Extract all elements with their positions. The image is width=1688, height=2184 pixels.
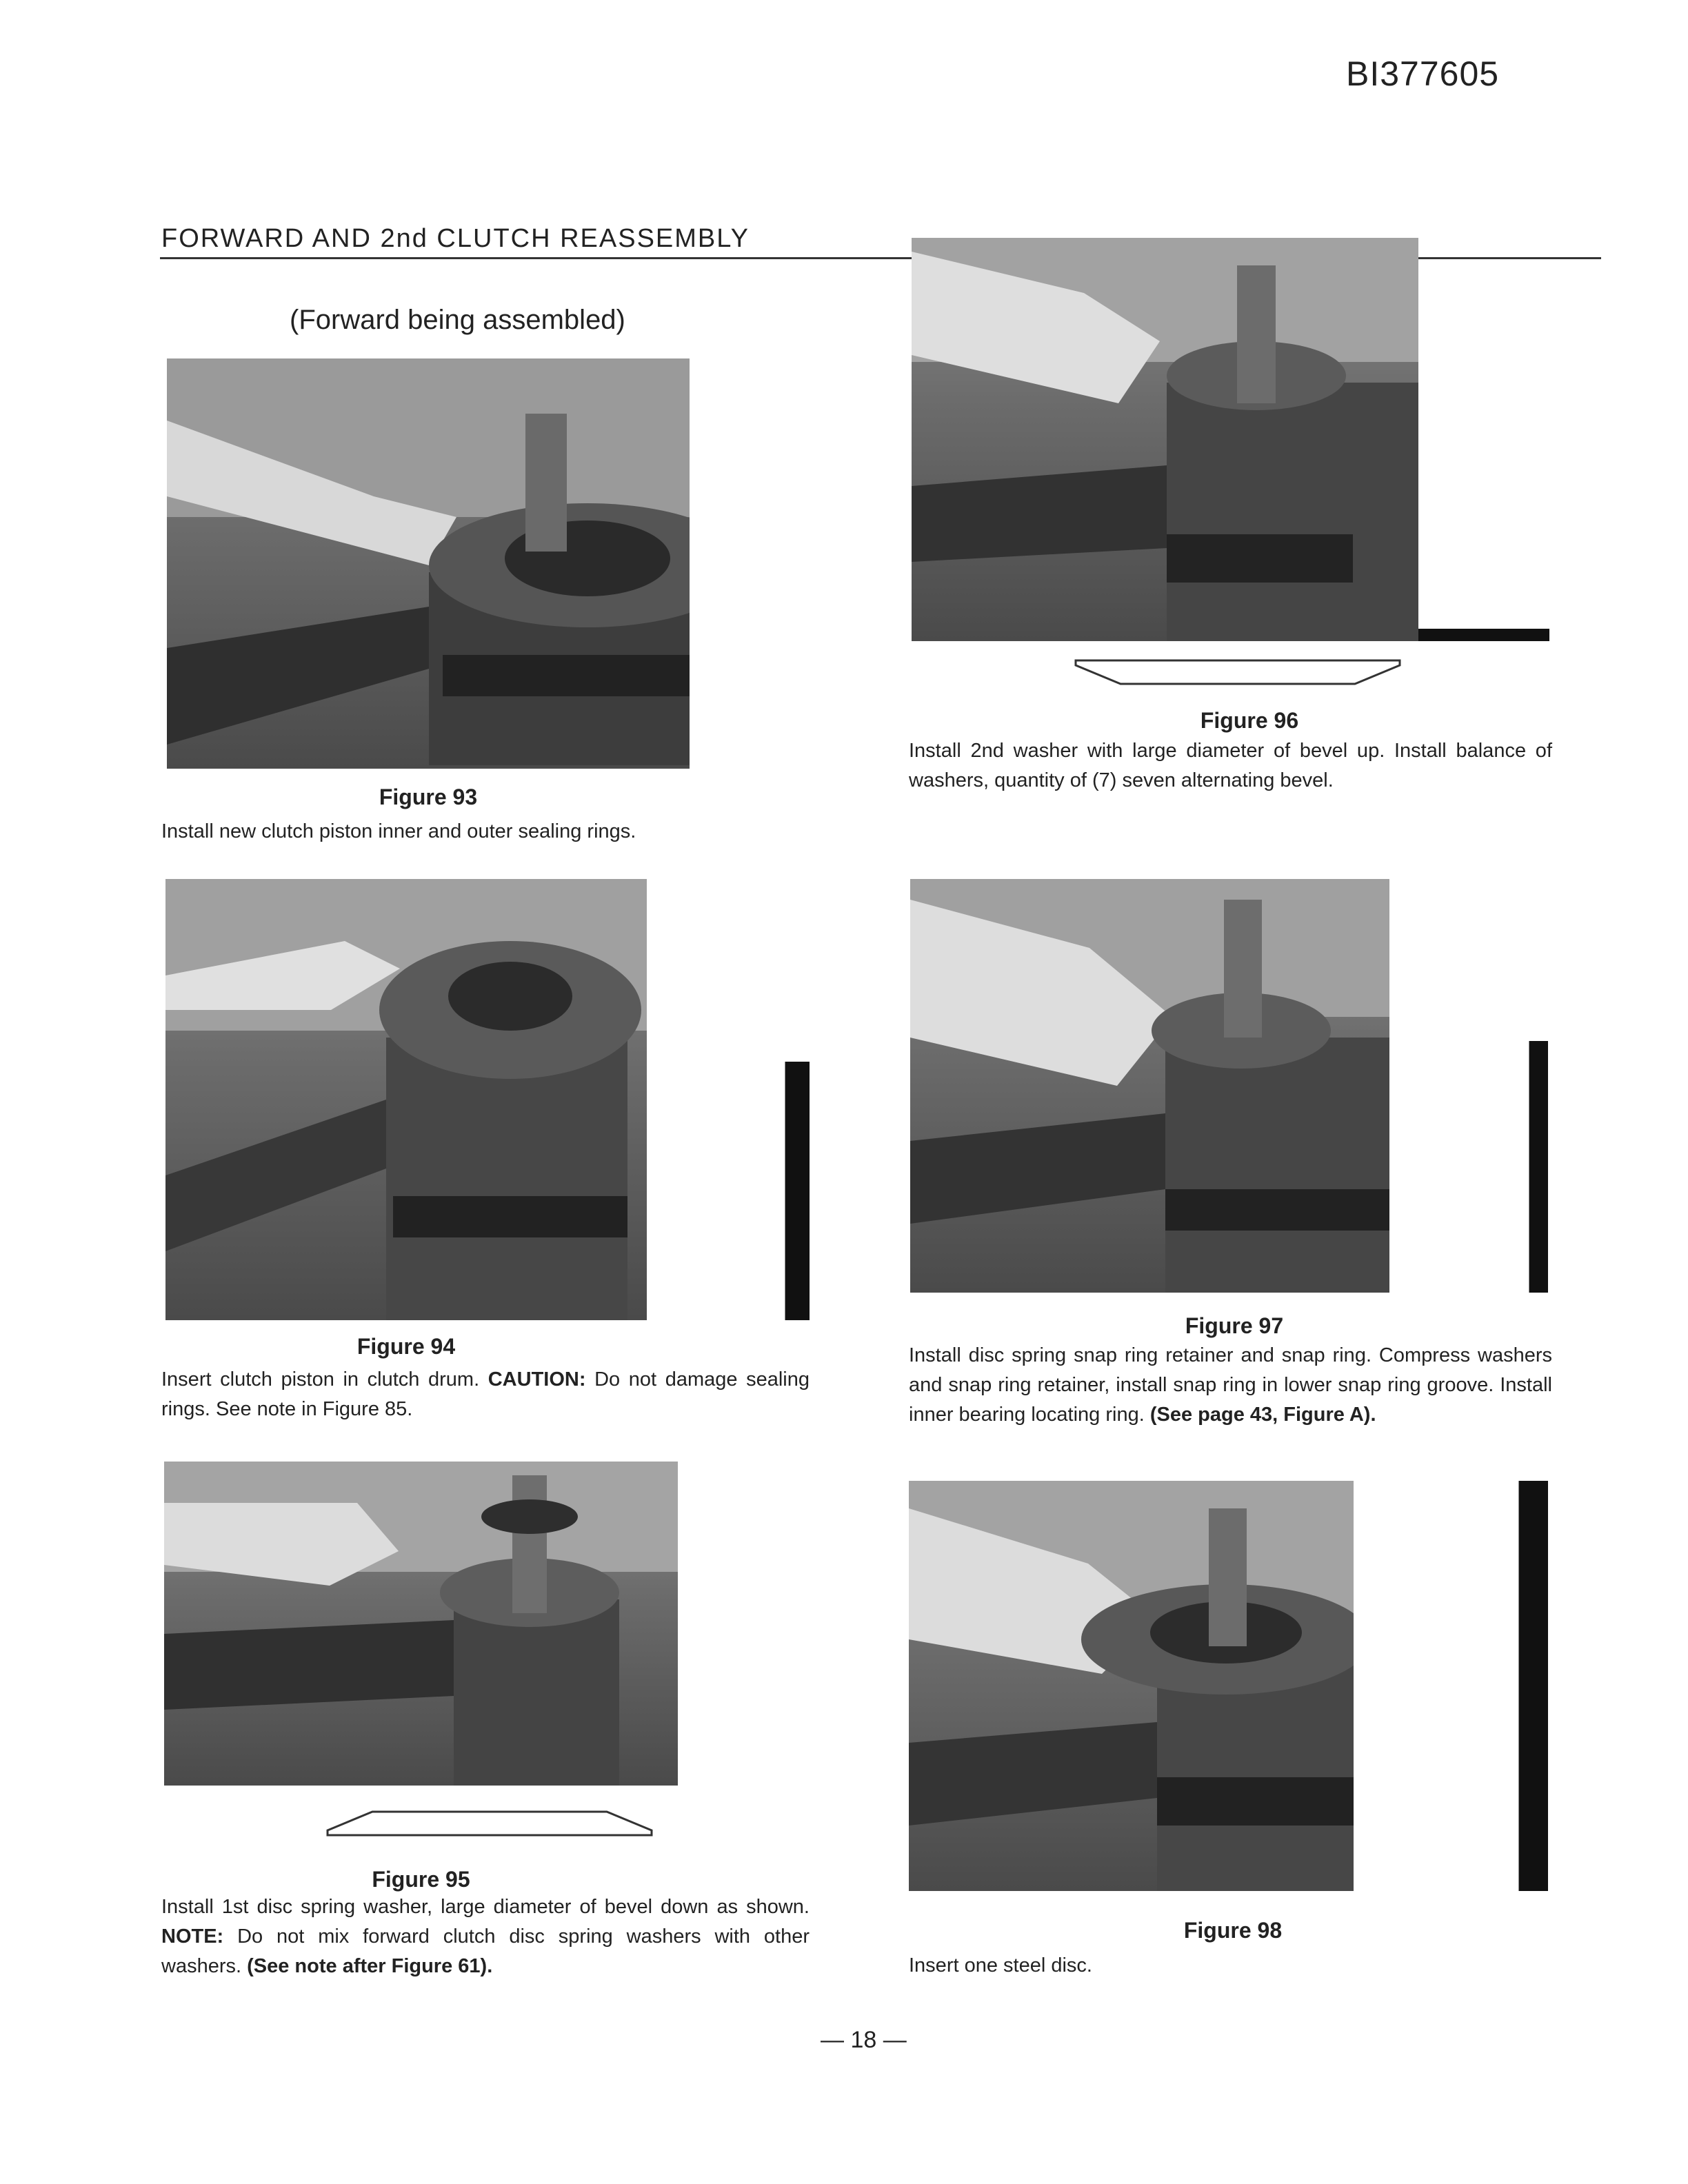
- figure-94-caption: Insert clutch piston in clutch drum. CAUTION: Do not damage sealing rings. See note in Figure 85.: [161, 1368, 810, 1420]
- figure-97-edge-bar: [1389, 1041, 1548, 1293]
- figure-94-label: Figure 94: [356, 1334, 456, 1359]
- disc-spring-washer-illustration: [164, 1462, 678, 1786]
- clutch-drum-illustration: [167, 358, 690, 769]
- figure-93-caption: Install new clutch piston inner and outer sealing rings.: [161, 820, 636, 842]
- second-washer-illustration: [912, 238, 1418, 641]
- page-number: — 18 —: [821, 2027, 907, 2053]
- clutch-piston-illustration: [165, 879, 647, 1320]
- section-title: FORWARD AND 2nd CLUTCH REASSEMBLY: [161, 224, 750, 253]
- steel-disc-illustration: [909, 1481, 1354, 1891]
- figure-93-photo: [167, 358, 690, 769]
- figure-97-caption: Install disc spring snap ring retainer and snap ring. Compress washers and snap ring retainer, install snap ring in lower snap ring groove. Install inner bearing locating ring. (See page 43, Figure A).: [909, 1344, 1552, 1426]
- figure-98-photo: [909, 1481, 1354, 1891]
- section-subtitle: (Forward being assembled): [290, 305, 625, 335]
- figure-97-label: Figure 97: [1185, 1313, 1284, 1338]
- figure-94-photo: [165, 879, 647, 1320]
- document-id: BI377605: [1346, 54, 1500, 93]
- figure-98-caption: Insert one steel disc.: [909, 1954, 1092, 1976]
- figure-98-edge-bar: [1354, 1481, 1548, 1891]
- figure-96-edge-bar: [1418, 629, 1549, 641]
- figure-96-caption: Install 2nd washer with large diameter of bevel up. Install balance of washers, quantity of (7) seven alternating bevel.: [909, 740, 1552, 791]
- figure-95-caption: Install 1st disc spring washer, large diameter of bevel down as shown. NOTE: Do not mix forward clutch disc spring washers with other washers. (See note after Figure 61).: [161, 1896, 810, 1977]
- figure-94-edge-bar: [647, 1062, 810, 1320]
- figure-96-photo: [912, 238, 1418, 641]
- bevel-up-washer-icon: [1072, 655, 1403, 689]
- figure-98-label: Figure 98: [1183, 1918, 1283, 1943]
- figure-95-photo: [164, 1462, 678, 1786]
- snap-ring-illustration: [910, 879, 1389, 1293]
- figure-95-label: Figure 95: [372, 1867, 470, 1892]
- figure-97-photo: [910, 879, 1389, 1293]
- figure-93-label: Figure 93: [379, 785, 478, 809]
- figure-96-label: Figure 96: [1200, 708, 1299, 733]
- bevel-down-washer-icon: [324, 1806, 655, 1841]
